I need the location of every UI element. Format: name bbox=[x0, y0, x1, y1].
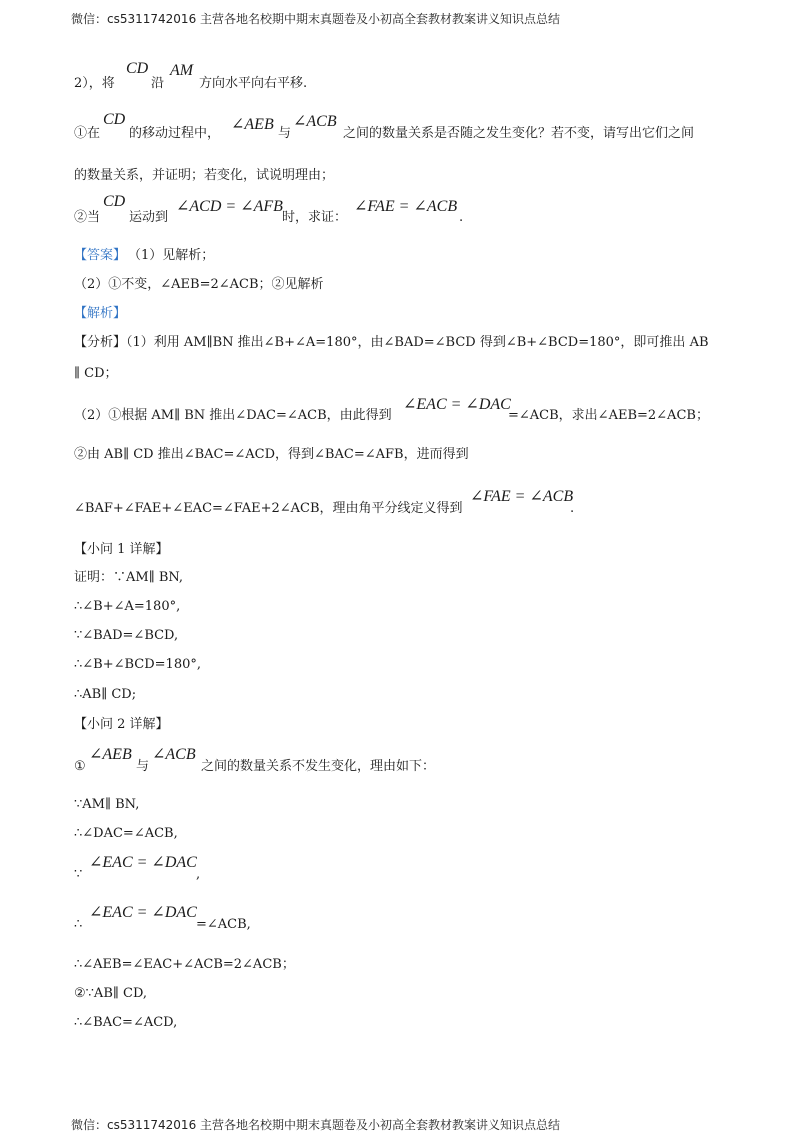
text: 运动到 bbox=[129, 210, 169, 225]
math-aeb: ∠AEB bbox=[231, 116, 274, 133]
text: ②当 bbox=[74, 210, 101, 225]
part2-title: 【小问 2 详解】 bbox=[74, 717, 169, 732]
answer-2: （2）①不变，∠AEB=2∠ACB；②见解析 bbox=[74, 277, 324, 292]
math-cd: CD bbox=[103, 193, 126, 210]
text: 与 bbox=[136, 759, 150, 774]
page-footer: 微信：cs5311742016 主营各地名校期中期末真题卷及小初高全套教材教案讲义知识点总结 bbox=[71, 1118, 561, 1132]
math-eq: ∠FAE = ∠ACB bbox=[354, 198, 458, 215]
page-header: 微信：cs5311742016 主营各地名校期中期末真题卷及小初高全套教材教案讲义知识点总结 bbox=[71, 12, 561, 26]
text: 2），将 bbox=[74, 76, 115, 91]
text: 之间的数量关系是否随之发生变化？若不变，请写出它们之间 bbox=[343, 126, 695, 141]
text: 方向水平向右平移. bbox=[199, 76, 308, 91]
math-eq: ∠ACD = ∠AFB bbox=[176, 198, 283, 215]
part1-step: ∴AB∥ CD; bbox=[74, 687, 137, 702]
text: , bbox=[196, 867, 201, 882]
analysis-tag: 【解析】 bbox=[74, 306, 127, 321]
part2-step: ∴∠AEB=∠EAC+∠ACB=2∠ACB； bbox=[74, 957, 295, 972]
text: 时，求证： bbox=[282, 210, 348, 225]
question-line-3: 的数量关系，并证明；若变化，试说明理由； bbox=[74, 168, 335, 183]
text: （2）①根据 AM∥ BN 推出∠DAC=∠ACB，由此得到 bbox=[74, 408, 392, 423]
math-acb: ∠ACB bbox=[293, 113, 337, 130]
math-acb: ∠ACB bbox=[152, 746, 196, 763]
analysis-line-4: ②由 AB∥ CD 推出∠BAC=∠ACD，得到∠BAC=∠AFB，进而得到 bbox=[74, 447, 469, 462]
text: ∠BAF+∠FAE+∠EAC=∠FAE+2∠ACB，理由角平分线定义得到 bbox=[74, 501, 463, 516]
part1-step: 证明：∵AM∥ BN, bbox=[74, 570, 184, 585]
part2-step: ∴∠BAC=∠ACD, bbox=[74, 1015, 178, 1030]
text: ∵ bbox=[74, 867, 83, 882]
part1-title: 【小问 1 详解】 bbox=[74, 542, 169, 557]
text: 的移动过程中， bbox=[129, 126, 221, 141]
analysis-line-1: 【分析】（1）利用 AM∥BN 推出∠B+∠A=180°，由∠BAD=∠BCD 得到∠B+∠BCD=180°，即可推出 AB bbox=[74, 335, 709, 350]
math-eq: ∠EAC = ∠DAC bbox=[89, 904, 197, 921]
math-aeb: ∠AEB bbox=[89, 746, 132, 763]
part2-step: ∵AM∥ BN, bbox=[74, 797, 140, 812]
math-cd: CD bbox=[126, 60, 149, 77]
analysis-line-2: ∥ CD； bbox=[74, 366, 118, 381]
answer-1: （1）见解析； bbox=[128, 248, 215, 263]
math-eq: ∠EAC = ∠DAC bbox=[89, 854, 197, 871]
text: ① bbox=[74, 759, 86, 774]
text: ∴ bbox=[74, 917, 83, 932]
part2-step: ②∵AB∥ CD, bbox=[74, 986, 148, 1001]
math-eq: ∠FAE = ∠ACB bbox=[470, 488, 574, 505]
part2-step: ∴∠DAC=∠ACB, bbox=[74, 826, 178, 841]
text: 与 bbox=[278, 126, 292, 141]
part1-step: ∵∠BAD=∠BCD, bbox=[74, 628, 179, 643]
text: =∠ACB, bbox=[196, 917, 251, 932]
text: 之间的数量关系不发生变化，理由如下： bbox=[201, 759, 436, 774]
answer-tag: 【答案】 bbox=[74, 248, 127, 263]
text: . bbox=[459, 210, 464, 225]
math-cd: CD bbox=[103, 111, 126, 128]
part1-step: ∴∠B+∠A=180°, bbox=[74, 599, 181, 614]
text: ①在 bbox=[74, 126, 101, 141]
text: =∠ACB，求出∠AEB=2∠ACB； bbox=[508, 408, 709, 423]
part1-step: ∴∠B+∠BCD=180°, bbox=[74, 657, 202, 672]
math-am: AM bbox=[170, 62, 194, 79]
text: 沿 bbox=[151, 76, 165, 91]
math-eq: ∠EAC = ∠DAC bbox=[403, 396, 511, 413]
text: . bbox=[570, 501, 575, 516]
